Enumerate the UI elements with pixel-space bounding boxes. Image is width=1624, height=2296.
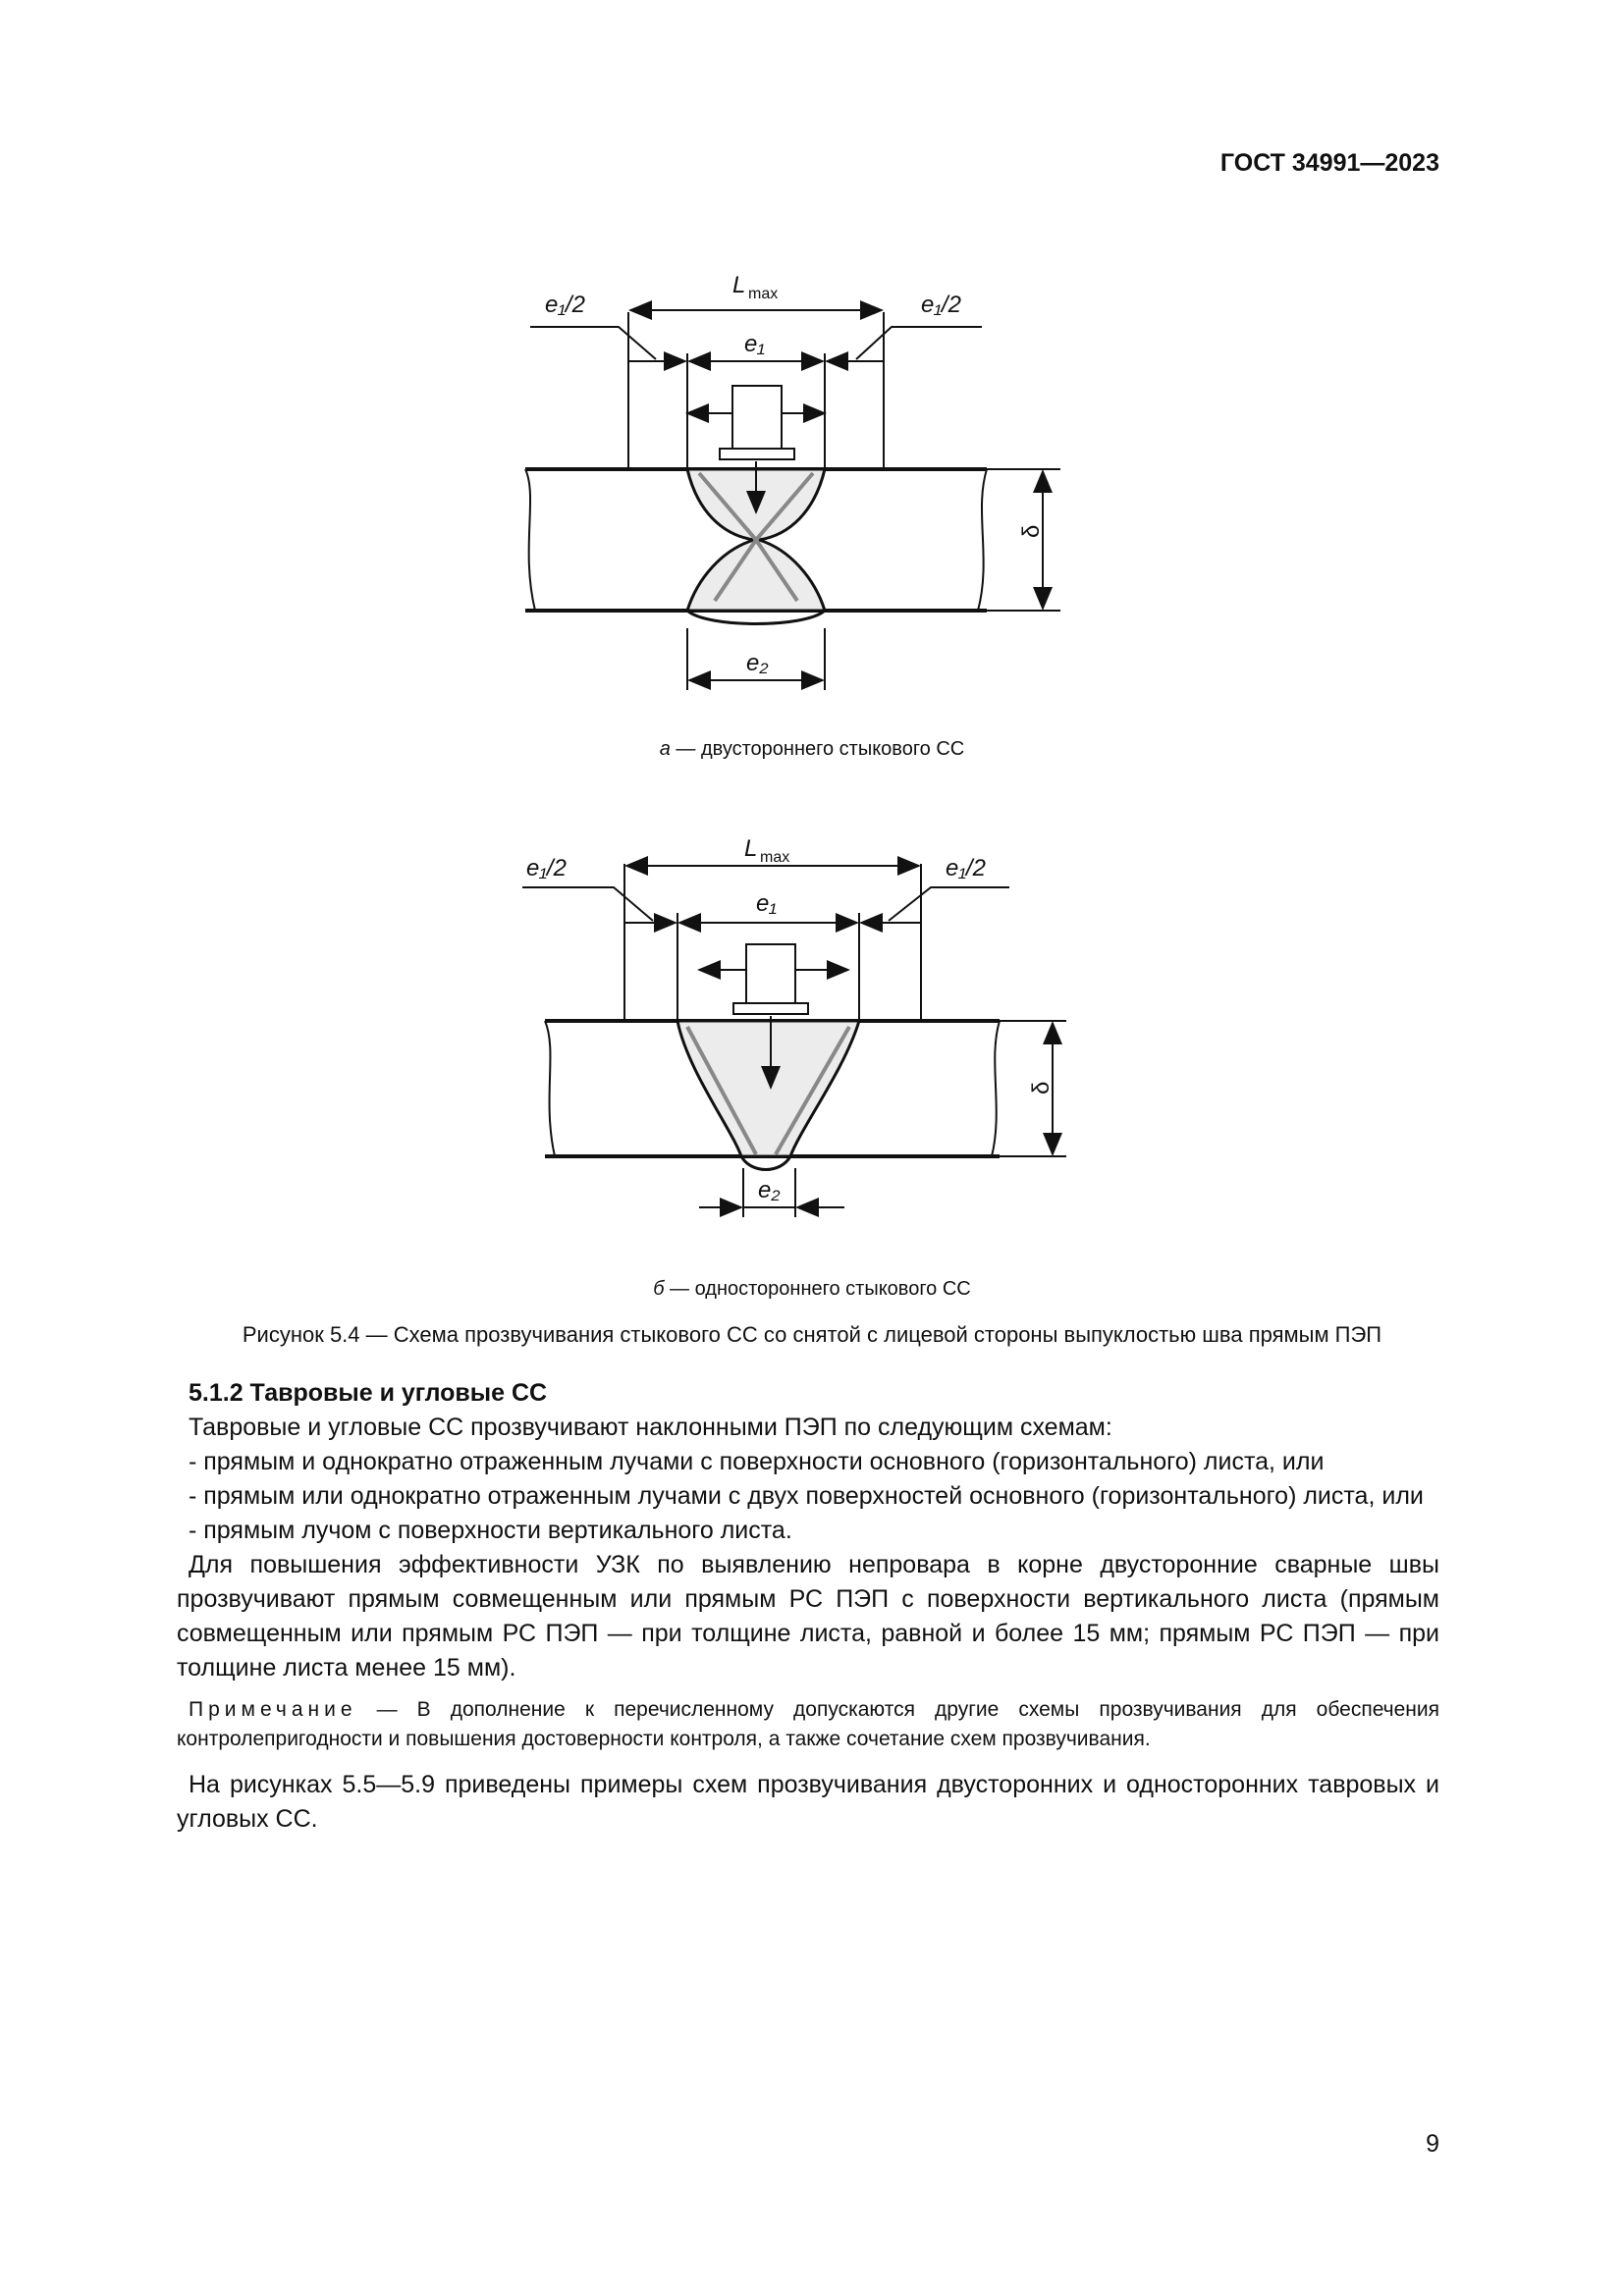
figure-b-caption-text: — одностороннего стыкового СС [664, 1278, 971, 1300]
label-e1-half-left: e₁/2 [526, 855, 567, 881]
label-delta: δ [1018, 524, 1045, 538]
figure-b-letter: б [653, 1278, 665, 1300]
section-intro: Тавровые и угловые СС прозвучивают наклонными ПЭП по следующим схемам: [189, 1414, 1112, 1441]
page-number: 9 [1426, 2130, 1439, 2158]
label-lmax: L [744, 835, 758, 862]
label-e1: e₁ [744, 331, 765, 357]
label-e1-half-right: e₁/2 [946, 855, 986, 881]
label-e1: e₁ [756, 890, 777, 917]
list-item: - прямым и однократно отраженным лучами с поверхности основного (горизонтального) листа, или [189, 1448, 1325, 1475]
section-paragraph: Для повышения эффективности УЗК по выявлению непровара в корне двусторонние сварные швы прозвучивают прямым совмещенным или прямым РС ПЭП с поверхности вертикального листа (прямым совмещенным или прямым РС ПЭП — при толщине листа, равной и более 15 мм; прямым РС ПЭП — при толщине листа менее 15 мм). [177, 1551, 1439, 1682]
label-e2: e₂ [758, 1177, 781, 1203]
section-body [177, 1376, 1439, 1837]
label-delta: δ [1028, 1081, 1055, 1095]
weld-b [677, 1021, 859, 1170]
figure-a-caption-text: — двустороннего стыкового СС [670, 738, 965, 760]
document-code: ГОСТ 34991—2023 [1219, 149, 1439, 177]
note-text: — В дополнение к перечисленному допускаются другие схемы прозвучивания для обеспечения контролепригодности и повышения достоверности контроля, а также сочетание схем прозвучивания. [177, 1698, 1439, 1750]
label-lmax-sub: max [760, 849, 790, 866]
label-e1-half-right: e₁/2 [921, 292, 961, 318]
label-e1-half-left: e₁/2 [545, 292, 585, 318]
figure-a-letter: а [659, 738, 671, 760]
list-item: - прямым или однократно отраженным лучами с двух поверхностей основного (горизонтального) листа, или [189, 1482, 1424, 1510]
closing-paragraph: На рисунках 5.5—5.9 приведены примеры схем прозвучивания двусторонних и односторонних тавровых и угловых СС. [177, 1771, 1439, 1833]
label-e2: e₂ [746, 650, 769, 676]
list-item: - прямым лучом с поверхности вертикального листа. [189, 1517, 792, 1544]
figure-b-caption [0, 1278, 1624, 1301]
note-label: Примечание [189, 1698, 357, 1721]
figure-caption: Рисунок 5.4 — Схема прозвучивания стыкового СС со снятой с лицевой стороны выпуклостью шва прямым ПЭП [242, 1322, 1382, 1347]
label-lmax: L [732, 272, 746, 298]
label-lmax-sub: max [748, 286, 779, 302]
section-heading: 5.1.2 Тавровые и угловые СС [189, 1379, 548, 1407]
note [177, 1695, 1439, 1754]
